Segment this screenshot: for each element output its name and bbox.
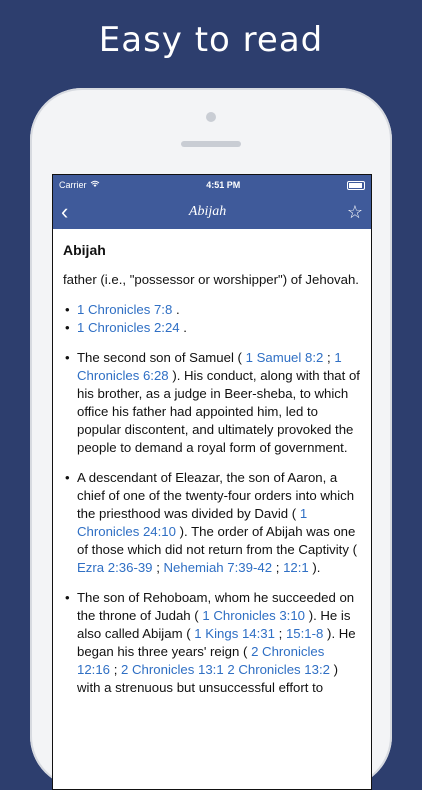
- back-chevron-icon[interactable]: ‹: [61, 199, 69, 224]
- list-item: • 1 Chronicles 7:8 .: [63, 301, 361, 319]
- nav-title: Abijah: [188, 204, 227, 219]
- camera-icon: [206, 112, 216, 122]
- entry-title: Abijah: [63, 242, 106, 258]
- scripture-link[interactable]: 1 Chronicles 6:28: [77, 350, 342, 383]
- paragraph-text: ). The order of Abijah was one of those which did not return from the Captivity (: [77, 524, 357, 557]
- scripture-link[interactable]: 2 Chronicles 13:2: [227, 662, 330, 677]
- favorite-star-icon[interactable]: ☆: [346, 201, 363, 222]
- entry-paragraph-2: [63, 469, 361, 577]
- paragraph-text: The second son of Samuel (: [77, 350, 242, 365]
- scripture-link[interactable]: 1 Chronicles 2:24: [77, 320, 180, 335]
- scripture-link[interactable]: 1 Samuel 8:2: [245, 350, 324, 365]
- status-time: 4:51 PM: [206, 180, 241, 190]
- carrier-label: Carrier: [59, 180, 87, 190]
- phone-frame: [30, 88, 392, 788]
- scripture-link[interactable]: 1 Chronicles 24:10: [77, 506, 308, 539]
- scripture-link[interactable]: 1 Chronicles 3:10: [202, 608, 306, 623]
- paragraph-text: ;: [275, 560, 280, 575]
- wifi-icon: [90, 180, 100, 190]
- scripture-link[interactable]: 2 Chronicles 13:1: [121, 662, 224, 677]
- paragraph-text: ) with a strenuous but unsuccessful effort to: [77, 662, 339, 695]
- paragraph-text: ). He began his three years' reign (: [77, 626, 356, 659]
- nav-bar: [53, 195, 371, 229]
- entry-definition: father (i.e., "possessor or worshipper") of Jehovah.: [63, 272, 359, 287]
- reference-list: [63, 301, 361, 337]
- scripture-link[interactable]: Nehemiah 7:39-42: [163, 560, 273, 575]
- paragraph-text: ). He is also called Abijam (: [77, 608, 351, 641]
- entry-paragraph-1: [63, 349, 361, 457]
- carrier: [59, 180, 100, 190]
- paragraph-text: A descendant of Eleazar, the son of Aaron, a chief of one of the twenty-four orders into which the priesthood was divided by David (: [77, 470, 355, 521]
- app-screen: [52, 174, 372, 790]
- paragraph-text: ;: [156, 560, 160, 575]
- status-bar: [53, 175, 371, 195]
- battery-icon: [347, 181, 365, 190]
- speaker-grille: [181, 141, 241, 147]
- scripture-link[interactable]: Ezra 2:36-39: [77, 560, 153, 575]
- list-item: • 1 Chronicles 2:24 .: [63, 319, 361, 337]
- entry-content: [53, 229, 371, 697]
- headline: Easy to read: [98, 20, 324, 60]
- paragraph-text: The son of Rehoboam, whom he succeeded on the throne of Judah (: [77, 590, 355, 623]
- scripture-link[interactable]: 2 Chronicles 12:16: [77, 644, 325, 677]
- entry-paragraph-3: [63, 589, 361, 697]
- paragraph-text: ;: [113, 662, 118, 677]
- scripture-link[interactable]: 12:1: [283, 560, 309, 575]
- scripture-link[interactable]: 15:1-8: [285, 626, 324, 641]
- paragraph-text: ).: [312, 560, 321, 575]
- paragraph-text: ). His conduct, along with that of his brother, as a judge in Beer-sheba, to which office his father had appointed him, led to popular discontent, and ultimately provoked the people to demand a royal form of government.: [77, 368, 360, 455]
- paragraph-text: ;: [278, 626, 283, 641]
- paragraph-text: ;: [327, 350, 331, 365]
- scripture-link[interactable]: 1 Chronicles 7:8: [77, 302, 173, 317]
- scripture-link[interactable]: 1 Kings 14:31: [194, 626, 275, 641]
